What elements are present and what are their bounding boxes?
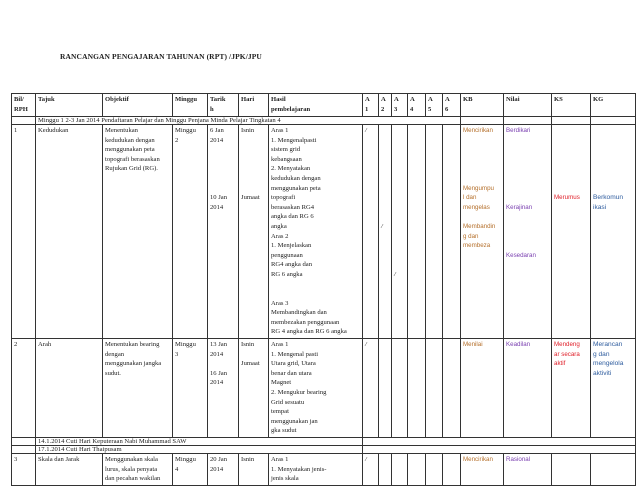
cell-empty: [408, 339, 426, 438]
cell-minggu: Minggu 2: [173, 125, 208, 339]
column-header: A 2: [379, 94, 392, 117]
cell-a3: /: [392, 125, 408, 339]
column-header: KG: [591, 94, 636, 117]
cell-empty: [443, 339, 461, 438]
cell-kb: Mencirikan: [461, 454, 504, 486]
column-header: Tajuk: [36, 94, 103, 117]
cell-objektif: Menentukan kedudukan dengan menggunakan peta topografi berasaskan Rujukan Grid (RG).: [103, 125, 173, 339]
cell-kg: Berkomun ikasi: [591, 125, 636, 339]
cell-bil: 3: [12, 454, 36, 486]
cell-hari: Isnin Jumaat: [239, 339, 269, 438]
cell-tarikh: 13 Jan 2014 16 Jan 2014: [208, 339, 239, 438]
cell-a2: [379, 454, 392, 486]
cell-objektif: Menentukan bearing dengan menggunakan jangka sudut.: [103, 339, 173, 438]
note-row: [12, 117, 636, 125]
column-header: A 5: [426, 94, 443, 117]
cell-bil: 1: [12, 125, 36, 339]
cell-kg: Merancan g dan mengelola aktiviti: [591, 339, 636, 438]
cell-kb: Mencirikan Mengumpu l dan mengelas Membandin g dan membeza: [461, 125, 504, 339]
column-header: Objektif: [103, 94, 173, 117]
column-header: KB: [461, 94, 504, 117]
cell-a3: [392, 454, 408, 486]
cell-hari: Isnin Jumaat: [239, 125, 269, 339]
table-row: [12, 339, 636, 438]
cell-empty: [426, 125, 443, 339]
cell-tajuk: Skala dan Jarak: [36, 454, 103, 486]
cell-kb: Menilai: [461, 339, 504, 438]
cell-hasil: Aras 1 1. Mengenalpasti sistem grid kebangsaan 2. Menyatakan kedudukan dengan menggunakan peta topografi berasaskan RG4 angka dan RG 6 angka Aras 2 1. Menjelaskan penggunaan RG4 angka dan RG 6 angka Aras 3 Membandingkan dan membezakan penggunaan RG 4 angka dan RG 6 angka: [269, 125, 363, 339]
cell-tarikh: 20 Jan 2014: [208, 454, 239, 486]
table-row: [12, 125, 636, 339]
cell-hasil: Aras 1 1. Mengenal pasti Utara grid, Utara benar dan utara Magnet 2. Mengukur bearing Grid sesuatu tempat menggunakan jan gka sudut: [269, 339, 363, 438]
cell-ks: Merumus: [552, 125, 591, 339]
cell-nilai: Rasional: [504, 454, 552, 486]
cell-objektif: Menggunakan skala lurus, skala penyata dan pecahan wakilan: [103, 454, 173, 486]
rpt-table: [11, 93, 636, 486]
cell-a1: /: [363, 339, 379, 438]
table-row: [12, 454, 636, 486]
column-header: A 1: [363, 94, 379, 117]
column-header: A 3: [392, 94, 408, 117]
column-header: Hari: [239, 94, 269, 117]
cell-minggu: Minggu 3: [173, 339, 208, 438]
cell-a2: /: [379, 125, 392, 339]
cell-empty: [426, 454, 443, 486]
note-cuti-2: 17.1.2014 Cuti Hari Thaipusam: [36, 446, 363, 454]
header-row: [12, 94, 636, 117]
note-row: [12, 438, 636, 446]
cell-nilai: Keadilan: [504, 339, 552, 438]
cell-minggu: Minggu 4: [173, 454, 208, 486]
cell-bil: 2: [12, 339, 36, 438]
cell-empty: [443, 125, 461, 339]
cell-a1: /: [363, 125, 379, 339]
cell-empty: [443, 454, 461, 486]
cell-kg: [591, 454, 636, 486]
cell-tarikh: 6 Jan 2014 10 Jan 2014: [208, 125, 239, 339]
column-header: Bil/ RPH: [12, 94, 36, 117]
cell-empty: [408, 454, 426, 486]
column-header: A 6: [443, 94, 461, 117]
cell-hasil: Aras 1 1. Menyatakan jenis- jenis skala: [269, 454, 363, 486]
note-cuti-1: 14.1.2014 Cuti Hari Keputeraan Nabi Muhammad SAW: [36, 438, 363, 446]
cell-hari: Isnin: [239, 454, 269, 486]
note-minggu-1: Minggu 1 2-3 Jan 2014 Pendaftaran Pelajar dan Minggu Penjana Minda Pelajar Tingkatan 4: [36, 117, 461, 125]
cell-a3: [392, 339, 408, 438]
column-header: Hasil pembelajaran: [269, 94, 363, 117]
column-header: Minggu: [173, 94, 208, 117]
column-header: Tarik h: [208, 94, 239, 117]
document-title: RANCANGAN PENGAJARAN TAHUNAN (RPT) /JPK/JPU: [60, 52, 262, 61]
cell-a2: [379, 339, 392, 438]
cell-nilai: Berdikari Kerajinan Kesedaran: [504, 125, 552, 339]
column-header: KS: [552, 94, 591, 117]
cell-ks: Mendeng ar secara aktif: [552, 339, 591, 438]
cell-empty: [426, 339, 443, 438]
column-header: A 4: [408, 94, 426, 117]
cell-tajuk: Kedudukan: [36, 125, 103, 339]
cell-tajuk: Arah: [36, 339, 103, 438]
note-row: [12, 446, 636, 454]
cell-a1: /: [363, 454, 379, 486]
cell-empty: [408, 125, 426, 339]
cell-ks: [552, 454, 591, 486]
column-header: Nilai: [504, 94, 552, 117]
